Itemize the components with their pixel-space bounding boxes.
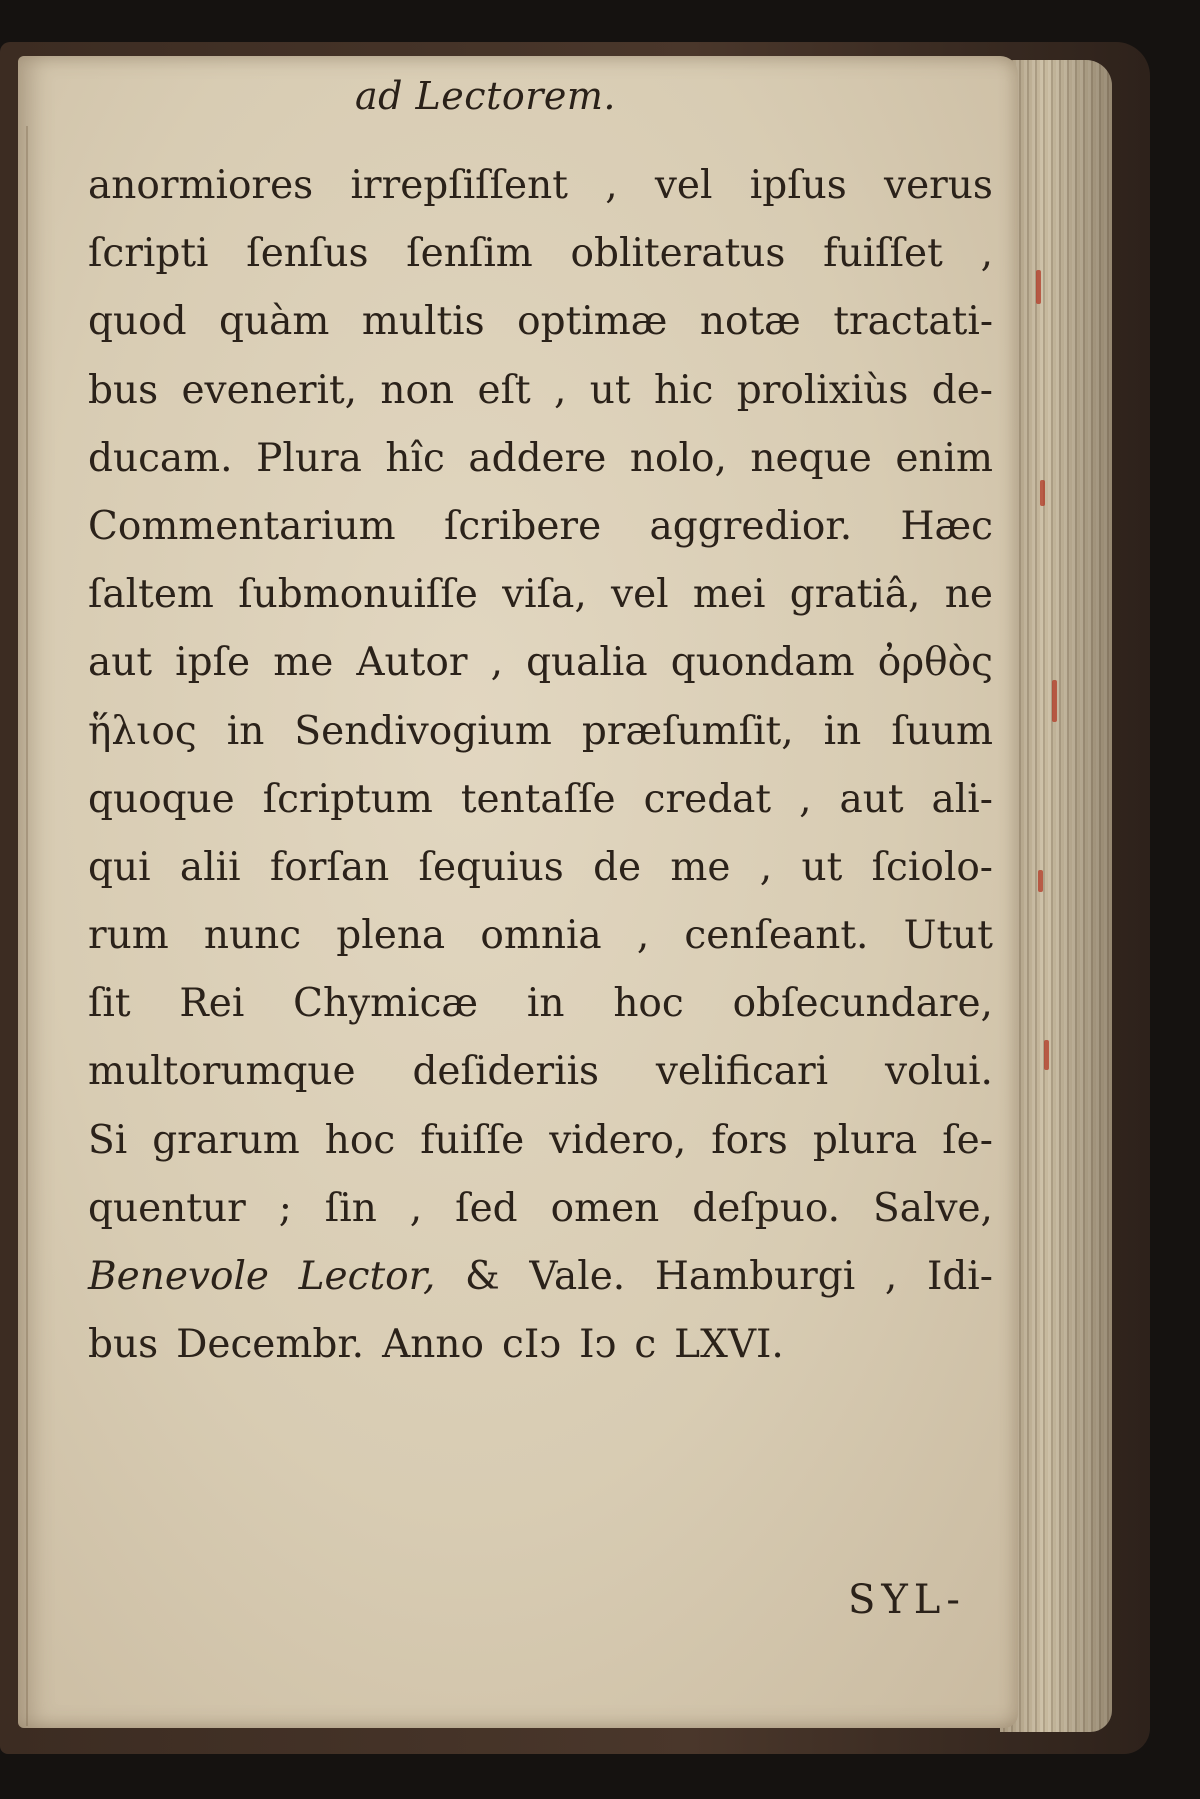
word: & [465,1254,500,1299]
text-line [88,1107,993,1175]
word: enim [895,435,993,481]
word: fors [711,1117,788,1163]
word: velificari [655,1049,829,1095]
word: , [980,231,993,277]
word: me [670,844,731,890]
word: viſa, [502,572,587,618]
word: præſumſit, [581,708,794,754]
word: , [759,844,773,890]
word: cenſeant. [684,913,869,959]
word: irrepſiſſent [350,163,568,208]
text-line [88,425,993,493]
text-line [88,1175,993,1243]
word: ut [801,844,843,890]
word: Anno [382,1322,484,1368]
word: ſcriptum [262,776,433,822]
word: optimæ [517,299,668,345]
text-line [88,1311,993,1379]
word: ἥλιος [88,708,197,754]
word: in [226,708,265,754]
word: , [409,1185,423,1231]
word: fuiſſe [420,1117,525,1163]
word: fuiſſet [823,231,943,277]
word: notæ [699,299,801,345]
word: , [554,367,567,413]
text-line [88,288,993,356]
gutter-line [26,126,28,1726]
word: Si [88,1117,128,1163]
word: ne [944,572,993,618]
word: tractati- [833,299,993,345]
word: , [636,913,650,959]
word: , [605,163,618,208]
word: quentur [88,1185,246,1231]
word: deſpuo. [692,1185,841,1231]
word: ſenſus [246,231,369,277]
word: tentaſſe [460,776,616,822]
word: hîc [385,435,445,481]
word: c [634,1322,657,1368]
word: , [799,776,812,822]
word: plena [336,913,446,959]
text-line [88,220,993,288]
word: aut [88,640,153,686]
word: ſubmonuiſſe [238,572,478,618]
red-edge-stain [1038,870,1043,892]
word: ſit [88,981,131,1027]
word: Chymicæ [293,981,479,1027]
red-edge-stain [1040,480,1045,506]
red-edge-stain [1044,1040,1049,1070]
word: addere [468,435,607,481]
word: Decembr. [176,1322,365,1368]
word: bus [88,367,159,413]
word: alii [179,844,241,890]
word: credat [643,776,772,822]
word: ſed [455,1185,518,1231]
word: ſin [324,1185,377,1231]
word: non [380,367,455,413]
body-text [88,152,993,1379]
word: ſaltem [88,572,214,618]
red-edge-stain [1052,680,1057,722]
word: Salve, [873,1185,993,1231]
catchword: SYL- [848,1577,966,1623]
word: aggredior. [649,503,853,549]
word: multorumque [88,1049,356,1095]
word: ipſe [175,640,251,686]
word: bus [88,1322,159,1368]
text-line [88,1243,993,1311]
word: quod [88,299,187,345]
word: quàm [219,299,330,345]
word: LXVI. [674,1322,784,1368]
word: nunc [203,913,302,959]
text-line [88,629,993,697]
word: prolixiùs [736,367,909,413]
word: plura [812,1117,918,1163]
word: aut [839,776,904,822]
word: hoc [613,981,684,1027]
word: neque [750,435,872,481]
text-line [88,902,993,970]
word: eſt [477,367,531,413]
word: ſe- [942,1117,993,1163]
word: de [593,844,642,890]
word: obliteratus [570,231,786,277]
word: de- [931,367,993,413]
word: volui. [884,1049,993,1095]
word: evenerit, [181,367,358,413]
word: quondam [670,640,855,686]
word: anormiores [88,163,314,208]
word: Utut [903,913,993,959]
text-line [88,970,993,1038]
word: grarum [152,1117,300,1163]
word: ſenſim [406,231,533,277]
word: ; [278,1185,292,1231]
text-line [88,152,993,220]
word: ali- [931,776,993,822]
word: Sendivogium [294,708,552,754]
word: hic [653,367,714,413]
word: qualia [526,640,648,686]
word: ſuum [891,708,993,754]
word: cIↄ [501,1322,562,1368]
word: Plura [256,435,362,481]
word: in [526,981,565,1027]
text-line [88,834,993,902]
word: ſcripti [88,231,209,277]
red-edge-stain [1036,270,1041,304]
word: mei [692,572,766,618]
word: videro, [549,1117,687,1163]
word: ſequius [418,844,564,890]
running-head: ad Lectorem. [355,74,616,118]
word: in [823,708,862,754]
text-line [88,698,993,766]
word: omnia [480,913,602,959]
word: Lector, [298,1254,436,1299]
word: verus [884,163,993,208]
word: vel [654,163,713,208]
text-line [88,357,993,425]
text-line [88,561,993,629]
word: Hamburgi [654,1254,856,1299]
word: hoc [324,1117,396,1163]
word: , [884,1254,898,1299]
word: ipſus [749,163,847,208]
word: obſecundare, [732,981,993,1027]
word: me [273,640,334,686]
word: deſideriis [412,1049,600,1095]
word: Commentarium [88,503,396,549]
text-line [88,766,993,834]
word: , [490,640,503,686]
word: ſcribere [443,503,602,549]
word: qui [88,844,151,890]
word: Autor [356,640,468,686]
word: ducam. [88,435,233,481]
word: multis [361,299,485,345]
word: omen [550,1185,660,1231]
word: gratiâ, [789,572,921,618]
word: Benevole [88,1254,270,1299]
word: Iↄ [579,1322,617,1368]
word: ut [589,367,631,413]
word: ſciolo- [871,844,993,890]
word: quoque [88,776,235,822]
word: Vale. [529,1254,626,1299]
text-line [88,1038,993,1106]
word: rum [88,913,169,959]
text-line [88,493,993,561]
word: forſan [269,844,390,890]
word: Idi- [926,1254,993,1299]
word: vel [611,572,669,618]
word: nolo, [629,435,727,481]
word: ὀρθὸς [877,640,993,686]
word: Hæc [900,503,993,549]
word: Rei [179,981,245,1027]
